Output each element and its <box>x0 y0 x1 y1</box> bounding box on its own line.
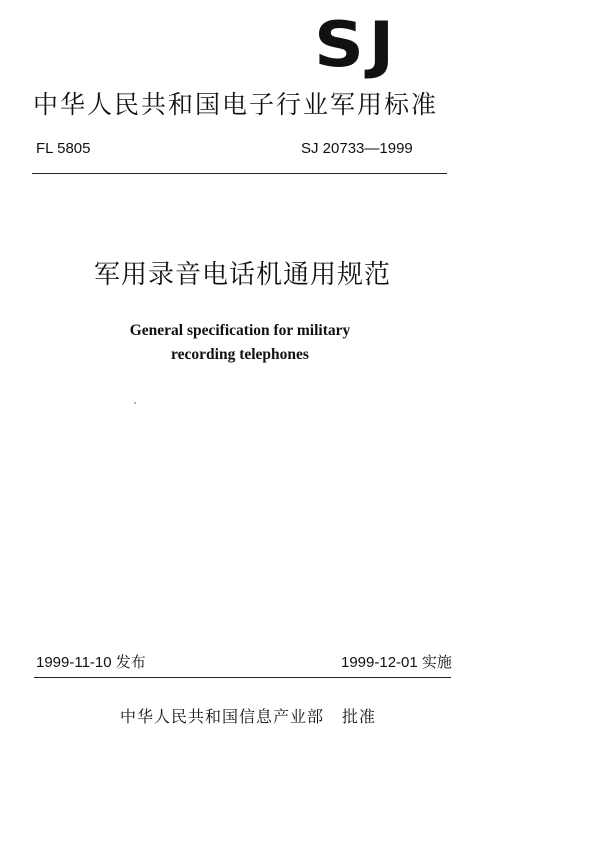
standard-number: SJ 20733—1999 <box>301 140 413 157</box>
sj-logo: SJ <box>314 8 399 81</box>
footer-divider <box>34 677 451 678</box>
header-divider <box>32 173 447 174</box>
classification-code: FL 5805 <box>36 140 91 157</box>
issuer-name: 中华人民共和国信息产业部 <box>120 707 325 726</box>
scan-speck <box>134 402 136 404</box>
effective-date: 1999-12-01 实施 <box>341 654 452 671</box>
standard-type-heading: 中华人民共和国电子行业军用标准 <box>33 90 439 119</box>
approval-label: 批准 <box>342 707 377 726</box>
document-title-english-line1: General specification for military <box>129 322 351 339</box>
document-title-chinese: 军用录音电话机通用规范 <box>94 260 392 290</box>
issuing-authority <box>120 707 376 727</box>
issue-date: 1999-11-10 发布 <box>36 654 146 671</box>
document-title-english-line2: recording telephones <box>171 346 309 363</box>
